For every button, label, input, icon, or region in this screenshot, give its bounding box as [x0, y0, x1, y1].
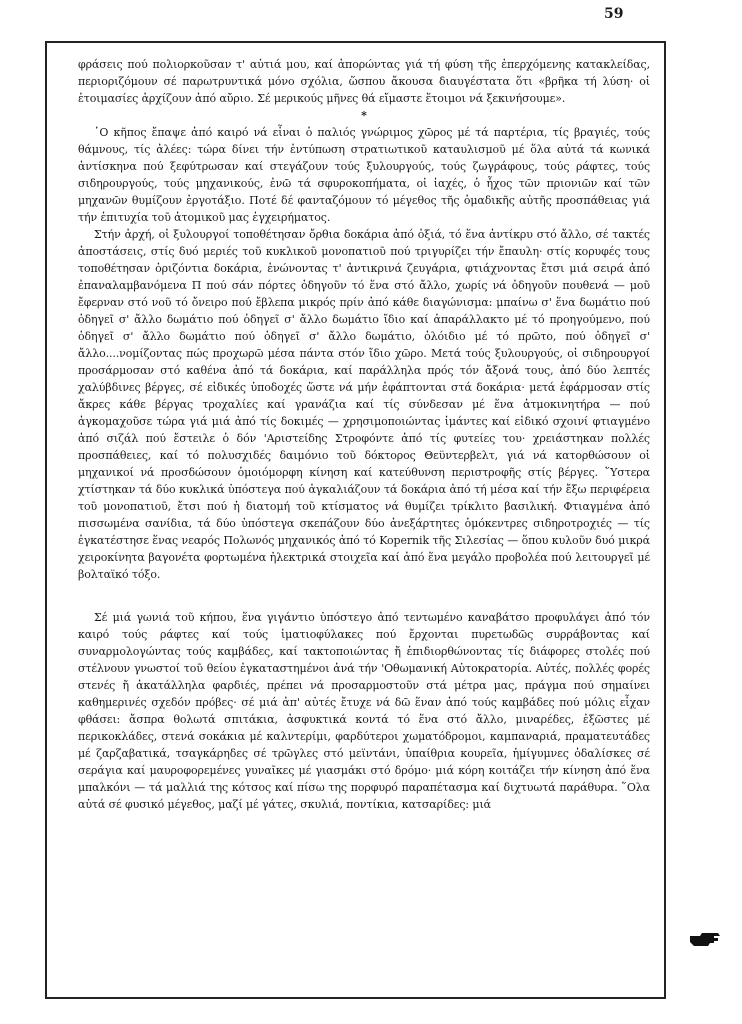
paragraph-garden: ῾Ο κῆπος ἔπαψε ἀπό καιρό νά εἶναι ὁ παλιός γνώριμος χῶρος μέ τά παρτέρια, τίς βραγιές, τούς θάμνους, τίς ἀλέες: τώρα δίνει τήν ἐντύπωση στρατιωτικοῦ καταυλισμοῦ μέ ὅλα αὐτά τά κωνικά ἀντίσκηνα πού ξεφύτρωσαν καί στεγάζουν τούς ξυλουργούς, τούς ζωγράφους, τούς ράφτες, τούς σιδηρουργούς, τούς μηχανικούς, ἐνῶ τά σφυροκοπήματα, οἱ ἰαχές, ὁ ἦχος τῶν πριονιῶν καί τῶν μηχανῶν θυμίζουν ἐργοτάξιο. Ποτέ δέ φανταζόμουν τό μέγεθος τῆς ὁμαδικῆς αὐτῆς προσπάθειας γιά τήν ἐπιτυχία τοῦ ἀτομικοῦ μας ἐγχειρήματος. [78, 126, 650, 224]
page-body [78, 56, 650, 813]
paragraph-continuation: φράσεις πού πολιορκοῦσαν τ' αὐτιά μου, καί ἀπορώντας γιά τή φύση τῆς ἐπερχόμενης κατακλείδας, περιοριζόμουν σέ παρωτρυντικά μόνο σχόλια, ὥσπου ἄκουσα διαυγέστατα ὅτι «βρῆκα τή λύση· οἱ ἑτοιμασίες ἀρχίζουν ἀπό αὔριο. Σέ μερικούς μῆνες θά εἴμαστε ἕτοιμοι νά ξεκινήσουμε». [78, 58, 650, 105]
paragraph-gap [78, 583, 650, 609]
paragraph-construction: Στήν ἀρχή, οἱ ξυλουργοί τοποθέτησαν ὄρθια δοκάρια ἀπό ὀξιά, τό ἕνα ἀντίκρυ στό ἄλλο, σέ τακτές ἀποστάσεις, στίς δυό μεριές τοῦ κυκλικοῦ μονοπατιοῦ πού τριγυρίζει τήν ἔπαυλη· στίς κορυφές τους τοποθέτησαν ὁριζόντια δοκάρια, ἑνώνοντας τ' ἀντικρινά ζευγάρια, φτιάχνοντας ἔτσι μιά σειρά ἀπό ἐπαναλαμβανόμενα Π πού σάν πόρτες ὁδηγοῦν τό ἕνα στό ἄλλο, χωρίς νά ὁδηγοῦν πουθενά — μοῦ ἔφερναν στό νοῦ τό ὄνειρο πού ἔβλεπα μικρός πρίν ἀπό κάθε διαγώνισμα: μπαίνω σ' ἕνα δωμάτιο πού ὁδηγεῖ σ' ἄλλο δωμάτιο πού ὁδηγεῖ σ' ἄλλο δωμάτιο ἴδιο καί ἀπαράλλακτο μέ τό προηγούμενο, πού ὁδηγεῖ σ' ἄλλο δωμάτιο πού ὁδηγεῖ σ' ἄλλο δωμάτιο, ὁλόιδιο μέ τό πρῶτο, πού ὁδηγεῖ σ' ἄλλο....νομίζοντας πώς προχωρῶ μέσα πάντα στόν ἴδιο χῶρο. Μετά τούς ξυλουργούς, οἱ σιδηρουργοί προσάρμοσαν στό καθένα ἀπό τά δοκάρια, καί παράλληλα πρός τόν ἄξονά τους, ἀπό δύο λεπτές χαλύβδινες βέργες, σέ εἰδικές ὑποδοχές ὥστε νά μήν ἐφάπτονται στά δοκάρια· μετά ἐφάρμοσαν στίς ἄκρες κάθε βέργας τροχαλίες καί γρανάζια καί τίς σύνδεσαν μέ ἕνα ἀτμοκινητήρα — πού ἀγκομαχοῦσε τώρα γιά μιά ἀπό τίς δοκιμές — χρησιμοποιώντας ἱμάντες καί εἰδικό σχοινί φτιαγμένο ἀπό σιζάλ πού ἔστειλε ὁ δόν 'Αριστείδης Στροφόντε ἀπό τίς φυτείες του· χρειάστηκαν πολλές προσπάθειες, καί τό πολυσχιδές δαιμόνιο τοῦ δόκτορος Θεϋντερβελτ, γιά νά κατορθώσουν οἱ μηχανικοί νά προσδώσουν ὁμοιόμορφη κίνηση καί κατεύθυνση περιστροφῆς στίς βέργες. ῞Υστερα χτίστηκαν τά δύο κυκλικά ὑπόστεγα πού ἀγκαλιάζουν τά δοκάρια ἀπό τή μέσα καί τήν ἔξω περιφέρεια τοῦ μονοπατιοῦ, ἔτσι πού ἡ διατομή τοῦ κτίσματος νά θυμίζει τρίκλιτο βασιλική. Φτιαγμένα ἀπό πισσωμένα σανίδια, τά δύο ὑπόστεγα σκεπάζουν δύο ἀνεξάρτητες ὁμόκεντρες σιδηροτροχιές — τίς ἐγκατέστησε ἕνας νεαρός Πολωνός μηχανικός ἀπό τό Kopernik τῆς Σιλεσίας — ὅπου κυλοῦν δυό μικρά χειροκίνητα βαγονέτα φορτωμένα ἠλεκτρικά στοιχεῖα καί ἀπό ἕνα μεγάλο προβολέα πού λειτουργεῖ μέ βολταϊκό τόξο. [78, 228, 650, 581]
paragraph-tailors: Σέ μιά γωνιά τοῦ κήπου, ἕνα γιγάντιο ὑπόστεγο ἀπό τεντωμένο καναβάτσο προφυλάγει ἀπό τόν καιρό τούς ράφτες καί τούς ἱματιοφύλακες πού ἔρχονται πυρετωδῶς συρράβοντας καί συναρμολογώντας τούς καμβάδες, καί τακτοποιώντας ἤ ἐπιδιορθώνοντας τίς διάφορες στολές πού στέλνουν γνωστοί τοῦ θείου ἐγκαταστημένοι ἀνά τήν 'Οθωμανική Αὐτοκρατορία. Αὐτές, πολλές φορές στενές ἤ ἀκατάλληλα φαρδιές, πρέπει νά προσαρμοστοῦν στά μέτρα μας, πράγμα πού σημαίνει καθημερινές σχεδόν πρόβες· σέ μιά ἀπ' αὐτές ἔτυχε νά δῶ ἕναν ἀπό τούς καμβάδες πού μόλις εἶχαν φθάσει: ἄσπρα θολωτά σπιτάκια, ἀσφυκτικά κοντά τό ἕνα στό ἄλλο, μιναρέδες, ἐξῶστες μέ περικοκλάδες, στενά σοκάκια μέ καλντερίμι, φαρδύτεροι χωματόδρομοι, καμπαναριά, πραματευτάδες μέ ζαρζαβατικά, τσαγκάρηδες σέ τρῶγλες στό μεϊντάνι, ὑπαίθρια κουρεῖα, ἡμίγυμνες ὀδαλίσκες σέ σεράγια καί μαυροφορεμένες γυναῖκες μέ γιασμάκι στό δρόμο· μιά κόρη κοιτάζει τήν κίνηση ἀπό ἕνα μπαλκόνι — τά μαλλιά της κότσος καί πίσω της πορφυρό παραπέτασμα καί διχτυωτά παράθυρα. ῞Ολα αὐτά σέ φυσικό μέγεθος, μαζί μέ γάτες, σκυλιά, ποντίκια, κατσαρίδες: μιά [78, 611, 650, 811]
section-separator: * [361, 109, 367, 122]
pointing-hand-icon [688, 930, 722, 948]
page-number: 59 [604, 6, 624, 22]
